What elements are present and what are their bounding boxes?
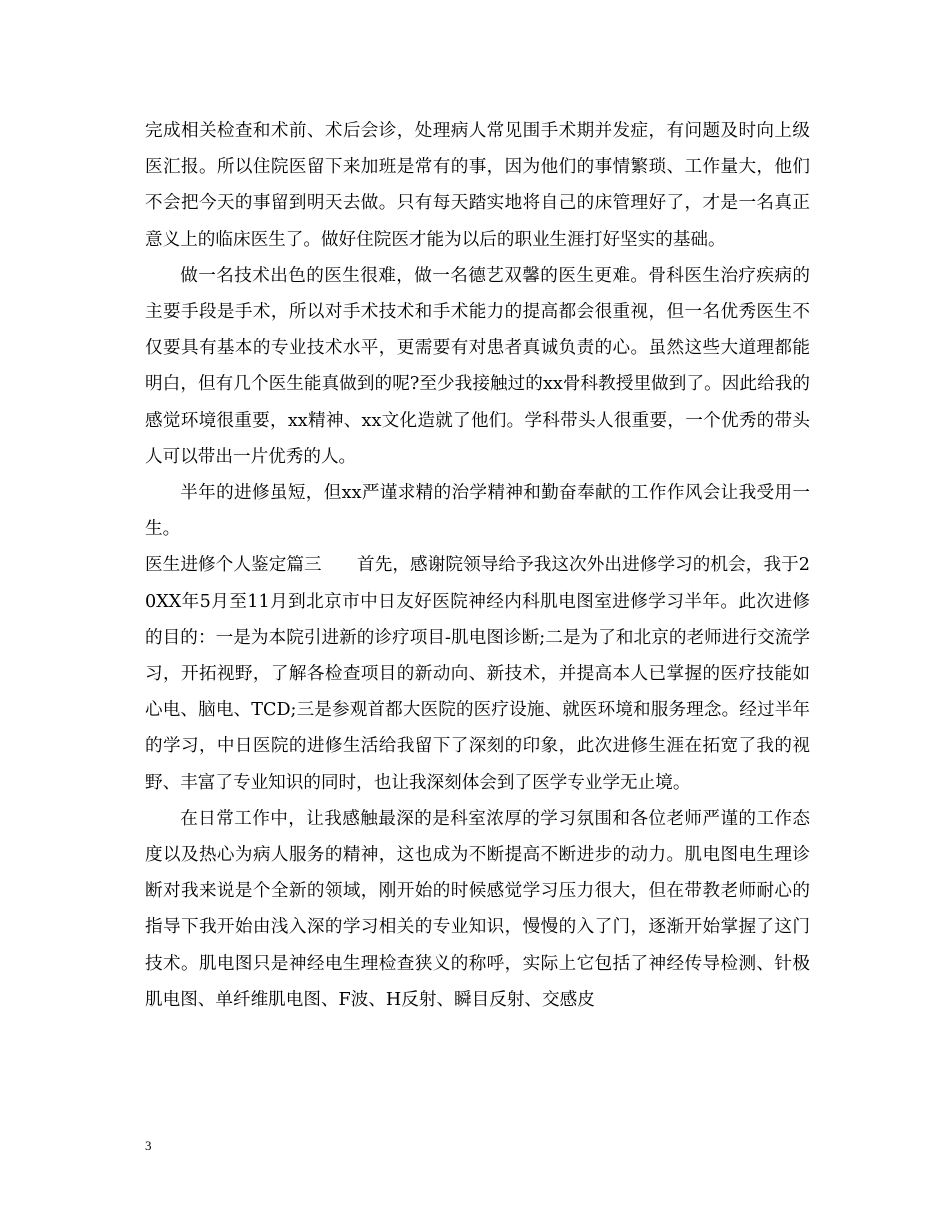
paragraph-5: 在日常工作中，让我感触最深的是科室浓厚的学习氛围和各位老师严谨的工作态度以及热心为病人服务的精神，这也成为不断提高不断进步的动力。肌电图电生理诊断对我来说是个全新的领域，刚开始的时候感觉学习压力很大，但在带教老师耐心的指导下我开始由浅入深的学习相关的专业知识，慢慢的入了门，逐渐开始掌握了这门技术。肌电图只是神经电生理检查狭义的称呼，实际上它包括了神经传导检测、针极肌电图、单纤维肌电图、F波、H反射、瞬目反射、交感皮: [145, 808, 810, 1010]
page-number: 3: [145, 1138, 152, 1153]
paragraph-1: 完成相关检查和术前、术后会诊，处理病人常见围手术期并发症，有问题及时向上级医汇报。所以住院医留下来加班是常有的事，因为他们的事情繁琐、工作量大，他们不会把今天的事留到明天去做。只有每天踏实地将自己的床管理好了，才是一名真正意义上的临床医生了。做好住院医才能为以后的职业生涯打好坚实的基础。: [145, 121, 810, 250]
paragraph-4: 医生进修个人鉴定篇三 首先，感谢院领导给予我这次外出进修学习的机会，我于20XX年5月至11月到北京市中日友好医院神经内科肌电图室进修学习半年。此次进修的目的：一是为本院引进新的诊疗项目-肌电图诊断;二是为了和北京的老师进行交流学习，开拓视野，了解各检查项目的新动向、新技术，并提高本人已掌握的医疗技能如心电、脑电、TCD;三是参观首都大医院的医疗设施、就医环境和服务理念。经过半年的学习，中日医院的进修生活给我留下了深刻的印象，此次进修生涯在拓宽了我的视野、丰富了专业知识的同时，也让我深刻体会到了医学专业学无止境。: [145, 555, 810, 793]
paragraph-3: 半年的进修虽短，但xx严谨求精的治学精神和勤奋奉献的工作作风会让我受用一生。: [145, 483, 810, 540]
paragraph-2: 做一名技术出色的医生很难，做一名德艺双馨的医生更难。骨科医生治疗疾病的主要手段是手术，所以对手术技术和手术能力的提高都会很重视，但一名优秀医生不仅要具有基本的专业技术水平，更需要有对患者真诚负责的心。虽然这些大道理都能明白，但有几个医生能真做到的呢?至少我接触过的xx骨科教授里做到了。因此给我的感觉环境很重要，xx精神、xx文化造就了他们。学科带头人很重要，一个优秀的带头人可以带出一片优秀的人。: [145, 265, 810, 467]
body-text: [145, 113, 810, 1018]
